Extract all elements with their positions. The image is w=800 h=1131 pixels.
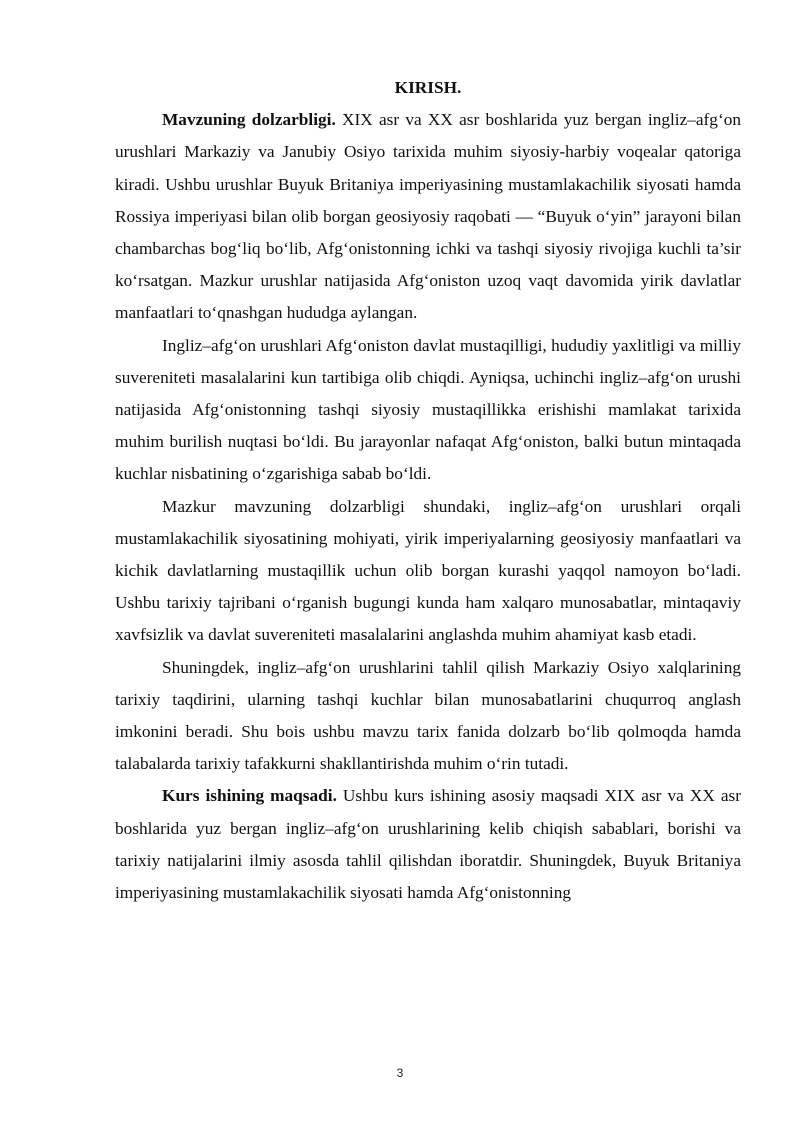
page-number: 3 [396,1066,404,1080]
paragraph-significance [115,491,741,652]
paragraph-lead-goal: Kurs ishining maqsadi. [162,786,337,806]
paragraph-text: Mazkur mavzuning dolzarbligi shundaki, ingliz–afg‘on urushlari orqali mustamlakachilik siyosatining mohiyati, yirik imperiyalarning geosiyosiy manfaatlari va kichik davlatlarning mustaqillik uchun olib borgan kurashi yaqqol namoyon bo‘ladi. Ushbu tarixiy tajribani o‘rganish bugungi kunda ham xalqaro munosabatlar, mintaqaviy xavfsizlik va davlat suvereniteti masalalarini anglashda muhim ahamiyat kasb etadi. [115,496,741,645]
section-heading: KIRISH. [394,78,462,97]
paragraph-text: Ingliz–afg‘on urushlari Afg‘oniston davlat mustaqilligi, hududiy yaxlitligi va milliy suvereniteti masalalarini kun tartibiga olib chiqdi. Ayniqsa, uchinchi ingliz–afg‘on urushi natijasida Afg‘onistonning tashqi siyosiy mustaqillikka erishishi mamlakat tarixida muhim burilish nuqtasi bo‘ldi. Bu jarayonlar nafaqat Afg‘oniston, balki butun mintaqada kuchlar nisbatining o‘zgarishiga sabab bo‘ldi. [115,335,741,484]
paragraph-relevance [115,104,741,329]
paragraph-lead-relevance: Mavzuning dolzarbligi. [162,110,336,130]
paragraph-text: Ushbu kurs ishining asosiy maqsadi XIX asr va XX asr boshlarida yuz bergan ingliz–afg‘on urushlarining kelib chiqish sabablari, borishi va tarixiy natijalarini ilmiy asosda tahlil qilishdan iboratdir. Shuningdek, Buyuk Britaniya imperiyasining mustamlakachilik siyosati hamda Afg‘onistonning [115,786,741,903]
paragraph-text: XIX asr va XX asr boshlarida yuz bergan ingliz–afg‘on urushlari Markaziy va Janubiy Osiyo tarixida muhim siyosiy-harbiy voqealar qatoriga kiradi. Ushbu urushlar Buyuk Britaniya imperiyasining mustamlakachilik siyosati hamda Rossiya imperiyasi bilan olib borgan geosiyosiy raqobati — “Buyuk o‘yin” jarayoni bilan chambarchas bog‘liq bo‘lib, Afg‘onistonning ichki va tashqi siyosiy rivojiga kuchli ta’sir ko‘rsatgan. Mazkur urushlar natijasida Afg‘oniston uzoq vaqt davomida yirik davlatlar manfaatlari to‘qnashgan hududga aylangan. [115,110,741,323]
document-body [115,72,741,909]
paragraph-independence [115,330,741,491]
paragraph-text: Shuningdek, ingliz–afg‘on urushlarini tahlil qilish Markaziy Osiyo xalqlarining tarixiy taqdirini, ularning tashqi kuchlar bilan munosabatlarini chuqurroq anglash imkonini beradi. Shu bois ushbu mavzu tarix fanida dolzarb bo‘lib qolmoqda hamda talabalarda tarixiy tafakkurni shakllantirishda muhim o‘rin tutadi. [115,657,741,774]
paragraph-analysis [115,652,741,781]
paragraph-goal [115,780,741,909]
